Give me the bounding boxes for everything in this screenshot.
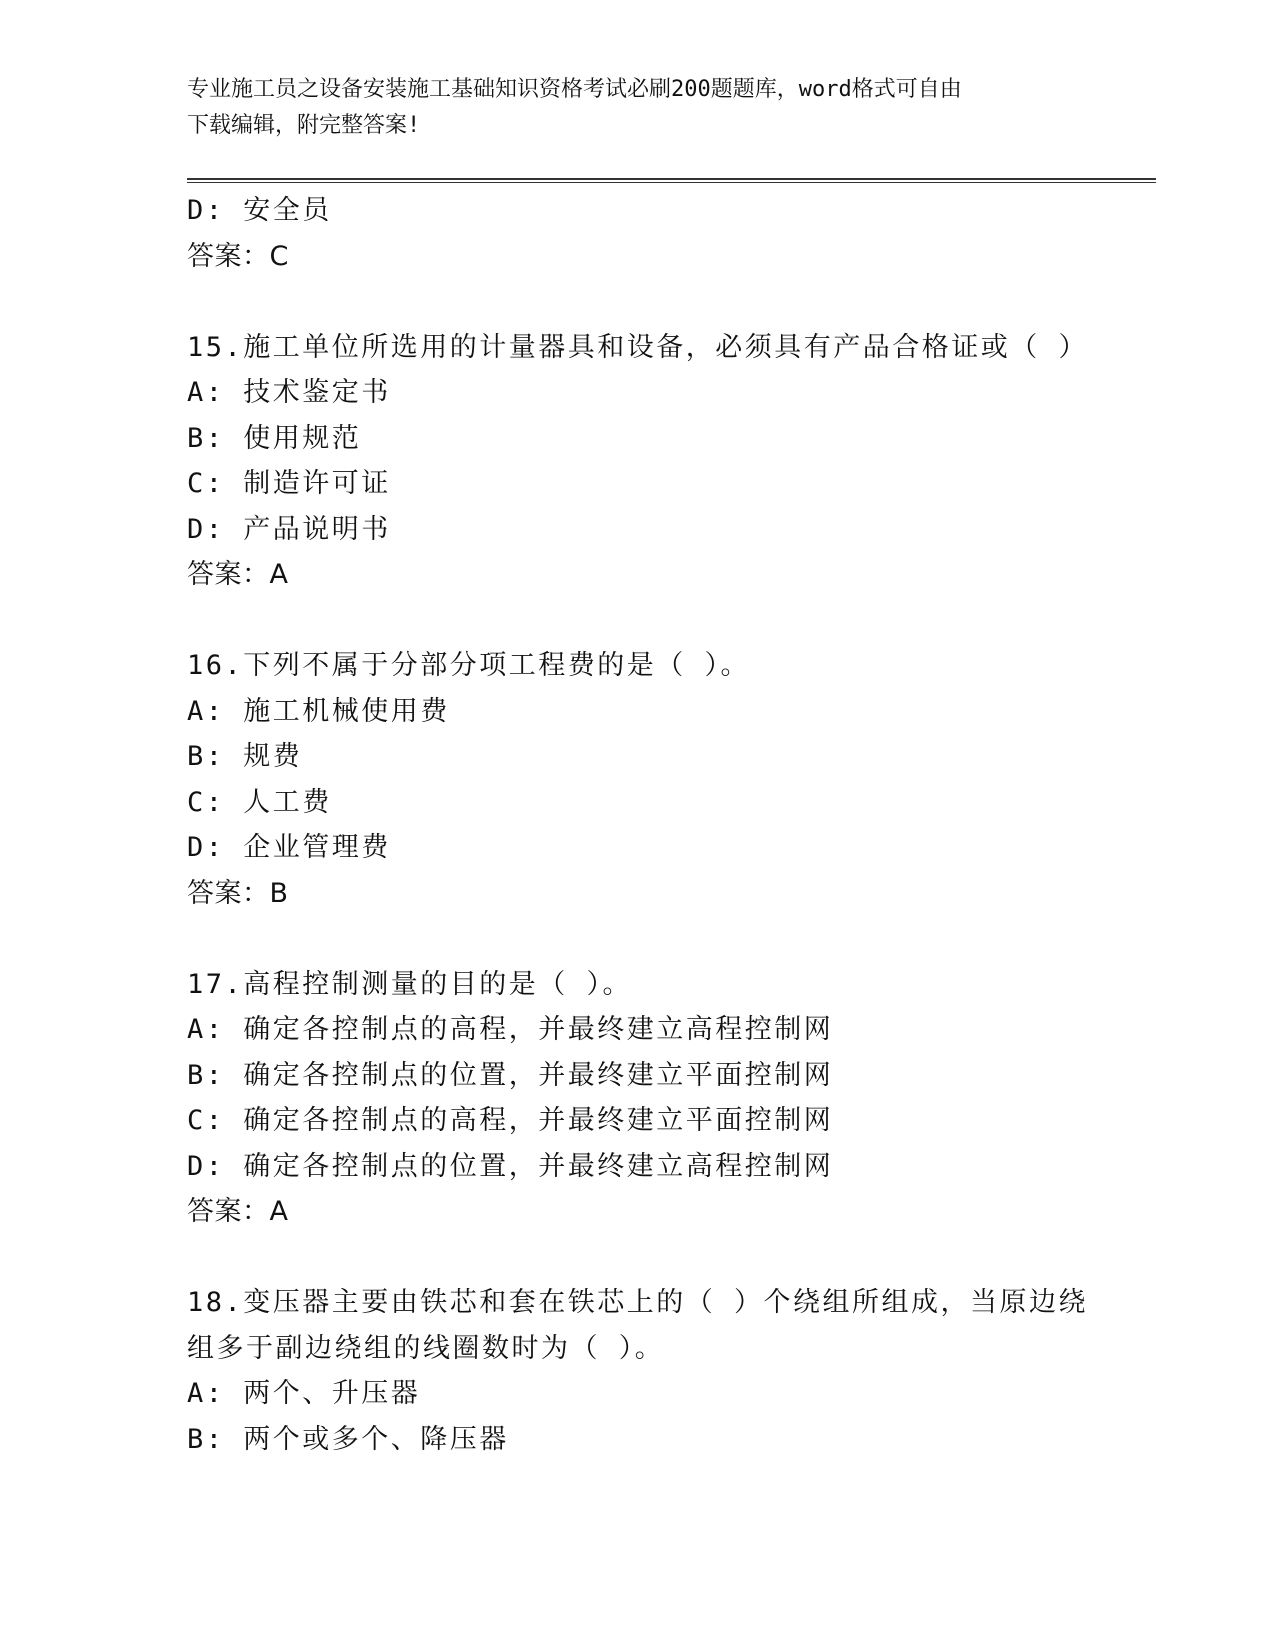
question-15 — [187, 325, 1087, 598]
option-a: A: 确定各控制点的高程，并最终建立高程控制网 — [187, 1014, 834, 1045]
question-14-continued — [187, 188, 1087, 279]
option-d: D: 产品说明书 — [187, 513, 391, 545]
question-stem: 16.下列不属于分部分项工程费的是（ ）。 — [187, 650, 751, 681]
header-line-1: 专业施工员之设备安装施工基础知识资格考试必刷200题题库，word格式可自由 — [187, 77, 962, 102]
option-c: C: 人工费 — [187, 786, 332, 818]
question-stem: 17.高程控制测量的目的是（ ）。 — [187, 968, 633, 1000]
option-b: B: 两个或多个、降压器 — [187, 1423, 509, 1455]
question-stem-line-2: 组多于副边绕组的线圈数时为（ ）。 — [187, 1332, 665, 1364]
option-c: C: 确定各控制点的高程，并最终建立平面控制网 — [187, 1105, 834, 1136]
header-rule-thick — [187, 178, 1156, 180]
question-16 — [187, 643, 1087, 916]
option-b: B: 确定各控制点的位置，并最终建立平面控制网 — [187, 1059, 834, 1091]
header-line-2: 下载编辑，附完整答案! — [187, 113, 421, 138]
option-a: A: 技术鉴定书 — [187, 377, 391, 408]
question-18 — [187, 1280, 1087, 1462]
spacer — [187, 279, 1087, 325]
option-d: D: 安全员 — [187, 195, 332, 226]
option-b: B: 使用规范 — [187, 422, 362, 454]
spacer — [187, 1235, 1087, 1281]
option-d: D: 企业管理费 — [187, 832, 391, 863]
question-17 — [187, 962, 1087, 1235]
spacer — [187, 598, 1087, 644]
option-a: A: 施工机械使用费 — [187, 695, 450, 727]
answer-line: 答案：A — [187, 1196, 289, 1227]
document-header — [187, 72, 1077, 144]
question-stem: 15.施工单位所选用的计量器具和设备，必须具有产品合格证或（ ） — [187, 331, 1089, 363]
question-stem-line-1: 18.变压器主要由铁芯和套在铁芯上的（ ）个绕组所组成，当原边绕 — [187, 1287, 1089, 1318]
option-d: D: 确定各控制点的位置，并最终建立高程控制网 — [187, 1150, 834, 1182]
option-c: C: 制造许可证 — [187, 468, 391, 499]
answer-line: 答案：C — [187, 240, 289, 272]
option-a: A: 两个、升压器 — [187, 1378, 421, 1409]
spacer — [187, 916, 1087, 962]
option-b: B: 规费 — [187, 741, 303, 772]
answer-line: 答案：A — [187, 559, 289, 590]
header-rule-thin — [187, 182, 1156, 183]
answer-line: 答案：B — [187, 877, 289, 909]
question-list — [187, 188, 1087, 1462]
